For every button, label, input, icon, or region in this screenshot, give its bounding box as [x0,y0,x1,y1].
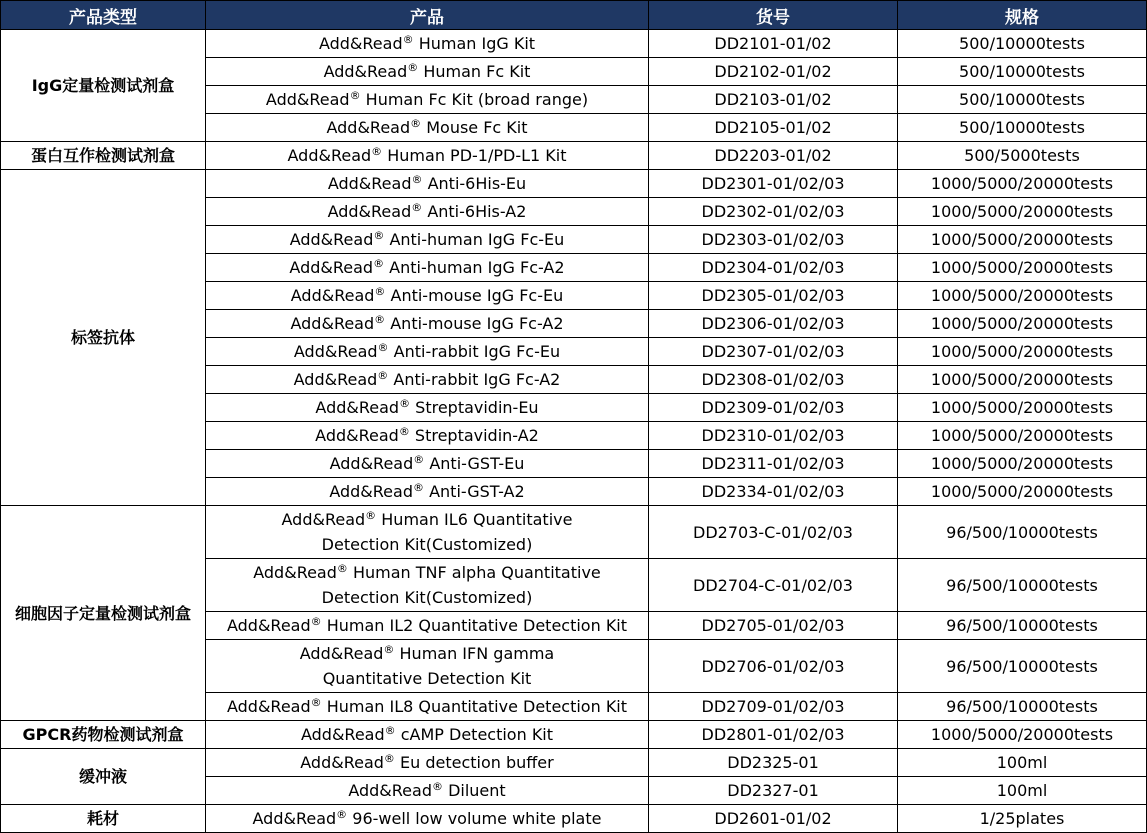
catalog-number-cell: DD2203-01/02 [649,142,898,170]
registered-mark: ® [336,562,348,575]
brand-name: Add&Read [327,201,412,221]
catalog-number-cell: DD2601-01/02 [649,805,898,833]
product-cell [206,142,649,170]
catalog-number-cell: DD2302-01/02/03 [649,198,898,226]
brand-name: Add&Read [252,808,337,828]
table-row [1,506,1147,559]
table-body [1,30,1147,833]
product-cell [206,254,649,282]
catalog-number-cell: DD2327-01 [649,777,898,805]
product-cell [206,338,649,366]
header-product: 产品 [206,1,649,30]
registered-mark: ® [383,643,395,656]
spec-cell: 1000/5000/20000tests [898,394,1147,422]
brand-name: Add&Read [300,752,384,772]
spec-cell: 1000/5000/20000tests [898,450,1147,478]
spec-cell: 1/25plates [898,805,1147,833]
registered-mark: ® [374,312,386,326]
brand-name: Add&Read [289,229,374,249]
catalog-number-cell: DD2310-01/02/03 [649,422,898,450]
header-category: 产品类型 [1,1,206,30]
product-name: 96-well low volume white plate [352,808,602,828]
catalog-number-cell: DD2309-01/02/03 [649,394,898,422]
registered-mark: ® [349,88,361,102]
spec-cell: 100ml [898,749,1147,777]
product-name: Human IL8 Quantitative Detection Kit [326,696,628,716]
product-cell [206,693,649,721]
product-cell [206,478,649,506]
product-name: Anti-mouse IgG Fc-Eu [390,285,564,305]
product-cell [206,640,649,693]
registered-mark: ® [399,396,411,410]
product-cell [206,805,649,833]
product-name: Human Fc Kit (broad range) [365,89,589,109]
product-name: Anti-GST-A2 [429,481,525,501]
registered-mark: ® [377,340,389,354]
product-name: Diluent [448,780,506,800]
category-cell: 缓冲液 [1,749,206,805]
spec-cell: 96/500/10000tests [898,612,1147,640]
registered-mark: ® [336,807,348,821]
spec-cell: 1000/5000/20000tests [898,310,1147,338]
product-cell [206,170,649,198]
catalog-number-cell: DD2709-01/02/03 [649,693,898,721]
registered-mark: ® [402,32,414,46]
spec-cell: 96/500/10000tests [898,559,1147,612]
spec-cell: 1000/5000/20000tests [898,170,1147,198]
spec-cell: 1000/5000/20000tests [898,366,1147,394]
product-cell [206,282,649,310]
brand-name: Add&Read [281,510,366,529]
table-row [1,170,1147,198]
product-cell [206,86,649,114]
product-cell [206,198,649,226]
product-name: Anti-rabbit IgG Fc-A2 [393,369,561,389]
product-cell [206,749,649,777]
product-name-line2: Detection Kit(Customized) [321,535,533,554]
registered-mark: ® [410,116,422,130]
product-name: Human IL2 Quantitative Detection Kit [326,615,628,635]
spec-cell: 500/10000tests [898,86,1147,114]
brand-name: Add&Read [290,313,375,333]
product-name: Anti-6His-A2 [427,201,527,221]
spec-cell: 500/10000tests [898,114,1147,142]
catalog-number-cell: DD2303-01/02/03 [649,226,898,254]
registered-mark: ® [310,614,322,628]
registered-mark: ® [310,695,322,709]
category-cell: 耗材 [1,805,206,833]
registered-mark: ® [383,751,395,765]
header-row [1,1,1147,30]
product-cell [206,450,649,478]
product-cell [206,30,649,58]
category-cell: 标签抗体 [1,170,206,506]
brand-name: Add&Read [299,644,384,663]
catalog-number-cell: DD2102-01/02 [649,58,898,86]
product-cell [206,114,649,142]
registered-mark: ® [373,228,385,242]
product-cell [206,58,649,86]
registered-mark: ® [411,200,423,214]
spec-cell: 100ml [898,777,1147,805]
product-name: Eu detection buffer [400,752,554,772]
catalog-number-cell: DD2306-01/02/03 [649,310,898,338]
spec-cell: 1000/5000/20000tests [898,338,1147,366]
category-cell: GPCR药物检测试剂盒 [1,721,206,749]
spec-cell: 500/10000tests [898,30,1147,58]
brand-name: Add&Read [315,397,400,417]
brand-name: Add&Read [318,33,403,53]
product-name: Human IFN gamma [399,644,555,663]
product-cell [206,422,649,450]
product-name: Mouse Fc Kit [426,117,528,137]
product-cell [206,366,649,394]
registered-mark: ® [374,284,386,298]
table-row [1,749,1147,777]
product-name: Streptavidin-Eu [415,397,539,417]
spec-cell: 1000/5000/20000tests [898,198,1147,226]
brand-name: Add&Read [348,780,432,800]
catalog-number-cell: DD2706-01/02/03 [649,640,898,693]
brand-name: Add&Read [315,425,399,445]
table-row [1,805,1147,833]
product-name: Anti-mouse IgG Fc-A2 [390,313,564,333]
catalog-number-cell: DD2801-01/02/03 [649,721,898,749]
registered-mark: ® [398,424,410,438]
product-cell [206,559,649,612]
catalog-number-cell: DD2103-01/02 [649,86,898,114]
catalog-number-cell: DD2308-01/02/03 [649,366,898,394]
brand-name: Add&Read [226,696,311,716]
product-name: Anti-rabbit IgG Fc-Eu [393,341,561,361]
brand-name: Add&Read [290,285,375,305]
catalog-number-cell: DD2301-01/02/03 [649,170,898,198]
brand-name: Add&Read [329,453,414,473]
registered-mark: ® [373,256,385,270]
product-cell [206,721,649,749]
spec-cell: 1000/5000/20000tests [898,226,1147,254]
product-name: Anti-GST-Eu [429,453,525,473]
product-cell [206,612,649,640]
product-cell [206,777,649,805]
spec-cell: 1000/5000/20000tests [898,478,1147,506]
brand-name: Add&Read [226,615,311,635]
header-catalog: 货号 [649,1,898,30]
brand-name: Add&Read [329,481,413,501]
catalog-number-cell: DD2705-01/02/03 [649,612,898,640]
catalog-number-cell: DD2101-01/02 [649,30,898,58]
catalog-number-cell: DD2105-01/02 [649,114,898,142]
registered-mark: ® [431,779,443,793]
product-name: Human PD-1/PD-L1 Kit [387,145,567,165]
category-cell: 蛋白互作检测试剂盒 [1,142,206,170]
product-name: cAMP Detection Kit [400,724,554,744]
table-header [1,1,1147,30]
product-name: Human IL6 Quantitative [381,510,573,529]
brand-name: Add&Read [265,89,350,109]
product-name: Anti-6His-Eu [427,173,527,193]
brand-name: Add&Read [300,724,385,744]
registered-mark: ® [407,60,419,74]
brand-name: Add&Read [293,369,378,389]
registered-mark: ® [371,144,383,158]
product-cell [206,506,649,559]
spec-cell: 500/5000tests [898,142,1147,170]
product-name: Streptavidin-A2 [414,425,539,445]
header-spec: 规格 [898,1,1147,30]
table-row [1,142,1147,170]
spec-cell: 500/10000tests [898,58,1147,86]
registered-mark: ® [365,509,377,522]
brand-name: Add&Read [326,117,411,137]
catalog-number-cell: DD2307-01/02/03 [649,338,898,366]
catalog-number-cell: DD2704-C-01/02/03 [649,559,898,612]
spec-cell: 96/500/10000tests [898,640,1147,693]
category-cell: IgG定量检测试剂盒 [1,30,206,142]
product-cell [206,394,649,422]
product-name: Human IgG Kit [418,33,536,53]
brand-name: Add&Read [289,257,374,277]
spec-cell: 96/500/10000tests [898,693,1147,721]
spec-cell: 96/500/10000tests [898,506,1147,559]
catalog-number-cell: DD2311-01/02/03 [649,450,898,478]
product-name: Human TNF alpha Quantitative [352,563,601,582]
registered-mark: ® [413,452,425,466]
product-cell [206,226,649,254]
catalog-number-cell: DD2304-01/02/03 [649,254,898,282]
catalog-number-cell: DD2703-C-01/02/03 [649,506,898,559]
catalog-number-cell: DD2325-01 [649,749,898,777]
catalog-number-cell: DD2334-01/02/03 [649,478,898,506]
registered-mark: ® [412,480,424,494]
table-row [1,30,1147,58]
registered-mark: ® [377,368,389,382]
brand-name: Add&Read [287,145,372,165]
table-row [1,721,1147,749]
spec-cell: 1000/5000/20000tests [898,254,1147,282]
brand-name: Add&Read [323,61,408,81]
spec-cell: 1000/5000/20000tests [898,282,1147,310]
spec-cell: 1000/5000/20000tests [898,721,1147,749]
category-cell: 细胞因子定量检测试剂盒 [1,506,206,721]
product-name-line2: Quantitative Detection Kit [322,669,532,688]
brand-name: Add&Read [293,341,378,361]
brand-name: Add&Read [253,563,337,582]
registered-mark: ® [411,172,423,186]
product-name: Human Fc Kit [423,61,531,81]
product-name: Anti-human IgG Fc-Eu [389,229,565,249]
catalog-number-cell: DD2305-01/02/03 [649,282,898,310]
brand-name: Add&Read [327,173,412,193]
product-name: Anti-human IgG Fc-A2 [389,257,565,277]
product-name-line2: Detection Kit(Customized) [321,588,533,607]
product-cell [206,310,649,338]
spec-cell: 1000/5000/20000tests [898,422,1147,450]
registered-mark: ® [384,723,396,737]
